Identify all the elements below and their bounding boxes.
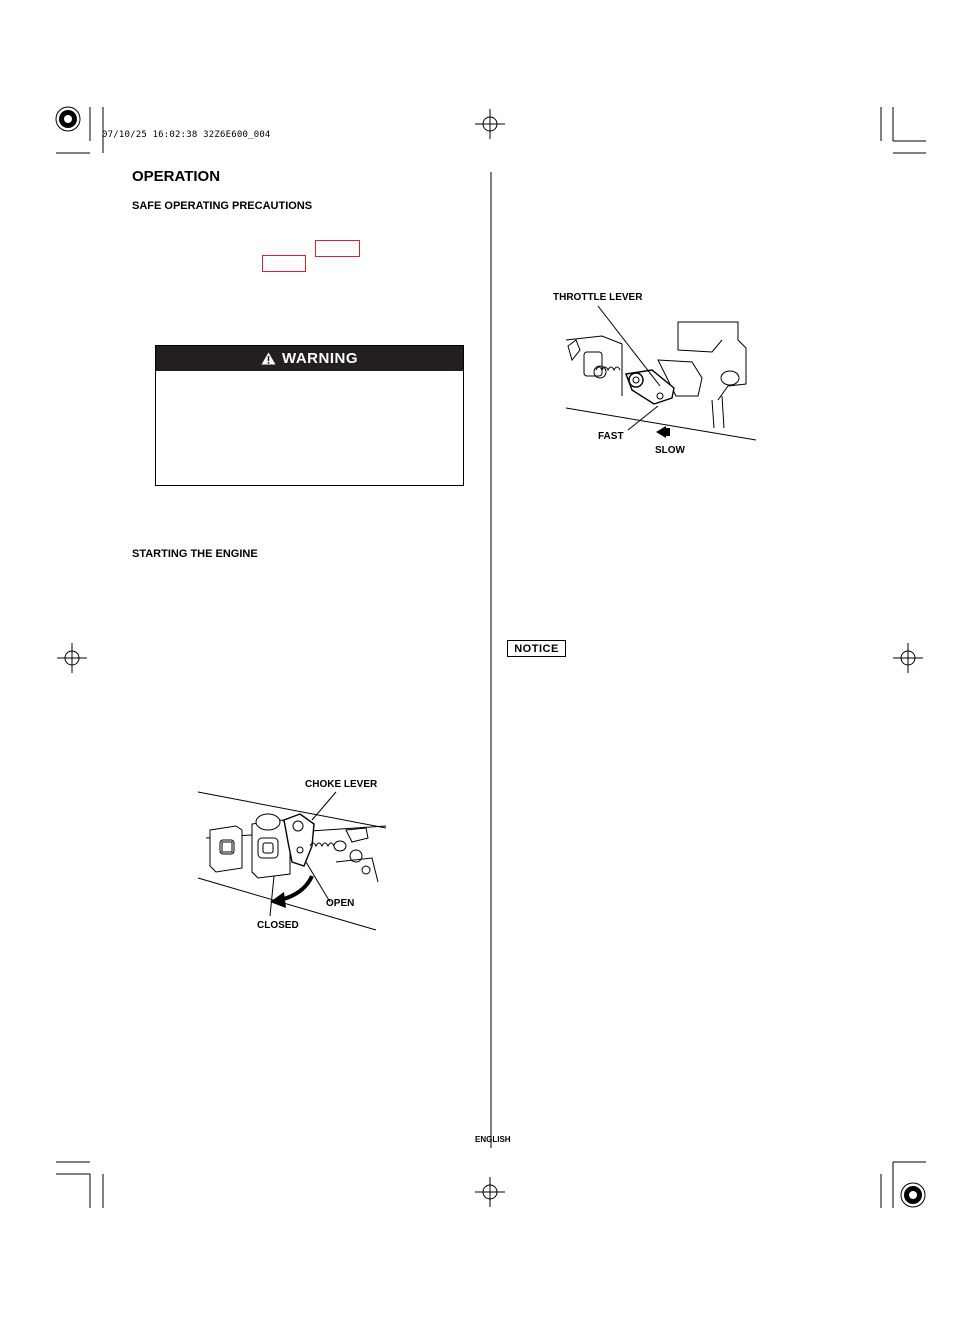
choke-open-label: OPEN xyxy=(326,898,355,909)
section-heading-safe-operating: SAFE OPERATING PRECAUTIONS xyxy=(132,200,313,212)
choke-lever-label: CHOKE LEVER xyxy=(305,779,378,790)
footer-language: ENGLISH xyxy=(475,1135,511,1144)
throttle-lever-label: THROTTLE LEVER xyxy=(553,292,643,303)
warning-box xyxy=(155,345,464,486)
registration-target-icon xyxy=(57,109,923,1207)
highlight-box xyxy=(315,240,360,257)
choke-closed-label: CLOSED xyxy=(257,920,299,931)
throttle-fast-label: FAST xyxy=(598,431,624,442)
page-title: OPERATION xyxy=(132,168,221,185)
throttle-lever-illustration xyxy=(562,300,758,450)
warning-label: WARNING xyxy=(282,350,358,367)
section-heading-starting-engine: STARTING THE ENGINE xyxy=(132,548,258,560)
print-stamp: 07/10/25 16:02:38 32Z6E600_004 xyxy=(102,130,271,140)
throttle-slow-label: SLOW xyxy=(655,445,685,456)
warning-triangle-icon xyxy=(261,352,276,365)
choke-lever-illustration xyxy=(196,790,388,938)
notice-label: NOTICE xyxy=(507,640,566,657)
highlight-box xyxy=(262,255,306,272)
warning-header xyxy=(156,346,463,371)
